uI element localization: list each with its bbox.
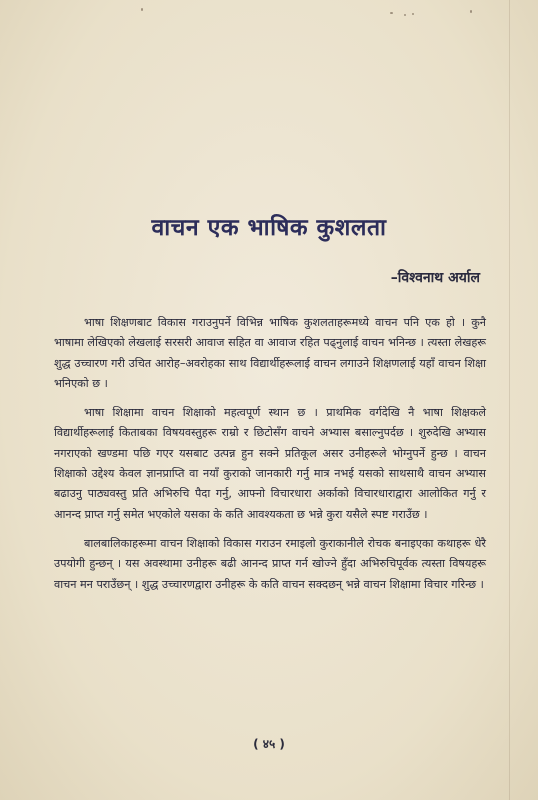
document-title: वाचन एक भाषिक कुशलता: [151, 215, 387, 241]
ink-speck: [412, 13, 414, 15]
author-name: –विश्वनाथ अर्याल: [390, 270, 480, 286]
ink-speck: [390, 12, 393, 14]
ink-speck: [470, 10, 472, 13]
page-number: ( ४५ ): [253, 737, 285, 751]
ink-speck: [141, 8, 143, 11]
paragraph: भाषा शिक्षामा वाचन शिक्षाको महत्वपूर्ण स्थान छ । प्राथमिक वर्गदेखि नै भाषा शिक्षकले विद्यार्थीहरूलाई किताबका विषयवस्तुहरू राम्रो र छिटोसँग वाचने अभ्यास बसाल्नुपर्दछ । शुरुदेखि अभ्यास नगराएको खण्डमा पछि गएर यसबाट उत्पन्न हुन सक्ने प्रतिकूल असर उनीहरूले भोग्नुपर्ने हुन्छ । वाचन शिक्षाको उद्देश्य केवल ज्ञानप्राप्ति वा नयाँ कुराको जानकारी गर्नु मात्र नभई यसको साथसाथै वाचन अभ्यास बढाउनु पाठ्यवस्तु प्रति अभिरुचि पैदा गर्नु, आफ्नो विचारधारा अर्काको विचारधाराद्वारा आलोकित गर्नु र आनन्द प्राप्त गर्नु समेत भएकोले यसका के कति आवश्यकता छ भन्ने कुरा यसैले स्पष्ट गराउँछ ।: [54, 406, 486, 521]
page-edge-shadow: [509, 0, 510, 800]
paragraph: भाषा शिक्षणबाट विकास गराउनुपर्ने विभिन्न भाषिक कुशलताहरूमध्ये वाचन पनि एक हो । कुनै भाषामा लेखिएको लेखलाई सरसरी आवाज सहित वा आवाज रहित पढ्नुलाई वाचन भनिन्छ । त्यस्ता लेखहरू शुद्ध उच्चारण गरी उचित आरोह–अवरोहका साथ विद्यार्थीहरूलाई वाचन लगाउने शिक्षणलाई यहाँ वाचन शिक्षा भनिएको छ ।: [54, 316, 486, 390]
paragraph: बालबालिकाहरूमा वाचन शिक्षाको विकास गराउन रमाइलो कुराकानीले रोचक बनाइएका कथाहरू धेरै उपयोगी हुन्छन् । यस अवस्थामा उनीहरू बढी आनन्द प्राप्त गर्न खोज्ने हुँदा अभिरुचिपूर्वक त्यस्ता विषयहरू वाचन मन पराउँछन् । शुद्ध उच्चारणद्वारा उनीहरू के कति वाचन सक्दछन् भन्ने वाचन शिक्षामा विचार गरिन्छ ।: [54, 536, 486, 591]
ink-speck: [404, 14, 406, 16]
document-body: [54, 313, 486, 604]
